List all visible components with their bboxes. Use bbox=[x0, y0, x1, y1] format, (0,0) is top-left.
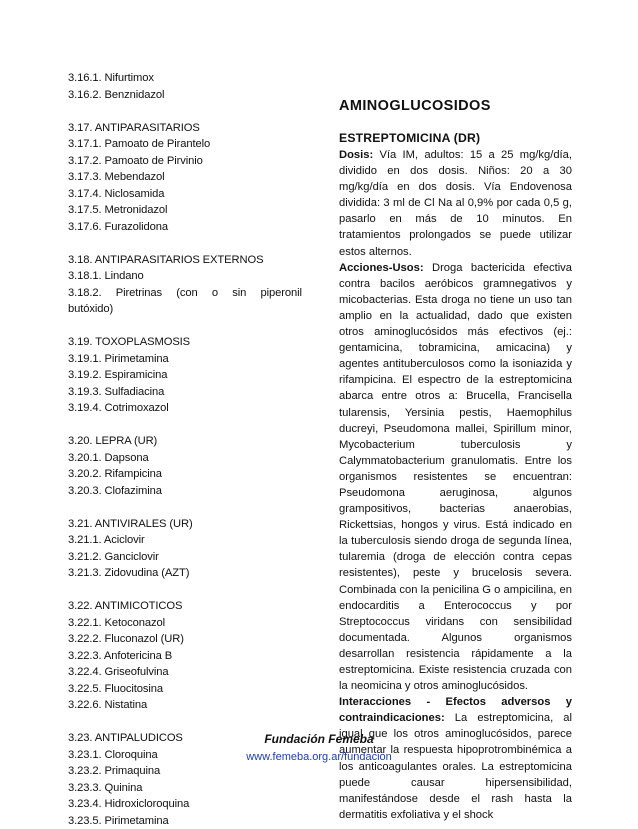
list-item: 3.16.1. Nifurtimox bbox=[68, 70, 302, 87]
acciones-label: Acciones-Usos: bbox=[339, 262, 424, 274]
list-item: 3.23.1. Cloroquina bbox=[68, 747, 302, 764]
list-item: 3.21.3. Zidovudina (AZT) bbox=[68, 565, 302, 582]
section-heading-antiparasitarios: 3.17. ANTIPARASITARIOS bbox=[68, 120, 302, 137]
list-item: 3.17.6. Furazolidona bbox=[68, 219, 302, 236]
list-item-continuation: butóxido) bbox=[68, 301, 302, 318]
list-item: 3.20.3. Clofazimina bbox=[68, 483, 302, 500]
list-item: 3.16.2. Benznidazol bbox=[68, 87, 302, 104]
interacciones-text: La estreptomicina, al igual que los otros aminoglucósidos, parece aumentar la respuesta hipoprotrombinémica a los anticoagulantes orales. La estreptomicina puede causar hipersensibilidad, manifestándose desde el rash hasta la dermatitis exfoliativa y el shock bbox=[339, 712, 572, 821]
list-item: 3.17.3. Mebendazol bbox=[68, 169, 302, 186]
drug-title: ESTREPTOMICINA (DR) bbox=[339, 129, 572, 147]
page-footer bbox=[0, 732, 638, 765]
dosis-label: Dosis: bbox=[339, 149, 373, 161]
word: piperonil bbox=[261, 285, 302, 302]
dosis-text: Vía IM, adultos: 15 a 25 mg/kg/día, dividido en dos dosis. Niños: 20 a 30 mg/kg/día en dos dosis. Vía Endovenosa dividida: 3 ml de Cl Na al 0,9% por cada 0,5 g, pasarlo en más de 10 minutos. En tratamientos prolongados se puede utilizar estos alternos. bbox=[339, 149, 572, 258]
section-heading-externos: 3.18. ANTIPARASITARIOS EXTERNOS bbox=[68, 252, 302, 269]
dosis-paragraph bbox=[339, 147, 572, 260]
right-column bbox=[339, 96, 572, 823]
list-item: 3.18.1. Lindano bbox=[68, 268, 302, 285]
list-item: 3.22.5. Fluocitosina bbox=[68, 681, 302, 698]
list-item: 3.22.4. Griseofulvina bbox=[68, 664, 302, 681]
list-item: 3.22.3. Anfotericina B bbox=[68, 648, 302, 665]
list-item: 3.20.2. Rifampicina bbox=[68, 466, 302, 483]
acciones-text: Droga bactericida efectiva contra bacilos aeróbicos gramnegativos y micobacterias. Esta droga no tiene un uso tan amplio en la actualidad, dado que existen otros aminoglucósidos más efectivos (ej.: gentamicina, tobramicina, amicacina) y agentes antituberculosos como la isoniazida y rifampicina. El espectro de la estreptomicina abarca entre otros a: Brucella, Francisella tularensis, Yersinia pestis, Haemophilus ducreyi, Pseudomona mallei, Spirillum minor, Mycobacterium tuberculosis y Calymmatobacterium granulomatis. Entre los organismos resistentes se encuentran: Pseudomona aeruginosa, algunos grampositivos, bacterias anaerobias, Rickettsias, hongos y virus. Está indicado en la tuberculosis siendo droga de segunda línea, tularemia (droga de elección contra cepas resistentes), peste y brucelosis severa. Combinada con la penicilina G o ampicilina, en endocarditis a Enterococcus y por Streptococcus viridans con sensibilidad documentada. Algunos organismos desarrollan resistencia rápidamente a la estreptomicina. Existe resistencia cruzada con la neomicina y otros aminoglucósidos. bbox=[339, 262, 572, 692]
list-item: 3.17.5. Metronidazol bbox=[68, 202, 302, 219]
left-column bbox=[68, 70, 302, 829]
list-item: 3.19.3. Sulfadiacina bbox=[68, 384, 302, 401]
list-item: 3.20.1. Dapsona bbox=[68, 450, 302, 467]
list-item: 3.23.5. Pirimetamina bbox=[68, 813, 302, 829]
list-item: 3.19.4. Cotrimoxazol bbox=[68, 400, 302, 417]
footer-organization: Fundación Femeba bbox=[0, 732, 638, 747]
list-item: 3.17.2. Pamoato de Pirvinio bbox=[68, 153, 302, 170]
list-item: 3.19.1. Pirimetamina bbox=[68, 351, 302, 368]
acciones-paragraph bbox=[339, 260, 572, 695]
word: (con bbox=[176, 285, 197, 302]
list-item-justified bbox=[68, 285, 302, 302]
interacciones-label: Interacciones - Efectos adversos y contraindicaciones: bbox=[339, 696, 572, 724]
list-item: 3.19.2. Espiramicina bbox=[68, 367, 302, 384]
word: 3.18.2. bbox=[68, 285, 102, 302]
list-item: 3.22.2. Fluconazol (UR) bbox=[68, 631, 302, 648]
list-item: 3.22.1. Ketoconazol bbox=[68, 615, 302, 632]
list-item: 3.21.2. Ganciclovir bbox=[68, 549, 302, 566]
section-heading-antivirales: 3.21. ANTIVIRALES (UR) bbox=[68, 516, 302, 533]
section-heading-antimicoticos: 3.22. ANTIMICOTICOS bbox=[68, 598, 302, 615]
list-item: 3.21.1. Aciclovir bbox=[68, 532, 302, 549]
list-item: 3.17.1. Pamoato de Pirantelo bbox=[68, 136, 302, 153]
word: Piretrinas bbox=[116, 285, 162, 302]
section-heading-toxoplasmosis: 3.19. TOXOPLASMOSIS bbox=[68, 334, 302, 351]
word: sin bbox=[232, 285, 246, 302]
footer-url-link[interactable]: www.femeba.org.ar/fundacion bbox=[246, 751, 392, 763]
list-item: 3.17.4. Niclosamida bbox=[68, 186, 302, 203]
section-heading-antipaludicos: 3.23. ANTIPALUDICOS bbox=[68, 730, 302, 747]
list-item: 3.22.6. Nistatina bbox=[68, 697, 302, 714]
section-heading-lepra: 3.20. LEPRA (UR) bbox=[68, 433, 302, 450]
list-item: 3.23.4. Hidroxicloroquina bbox=[68, 796, 302, 813]
word: o bbox=[212, 285, 218, 302]
list-item: 3.23.2. Primaquina bbox=[68, 763, 302, 780]
list-item: 3.23.3. Quinina bbox=[68, 780, 302, 797]
section-title: AMINOGLUCOSIDOS bbox=[339, 96, 572, 116]
